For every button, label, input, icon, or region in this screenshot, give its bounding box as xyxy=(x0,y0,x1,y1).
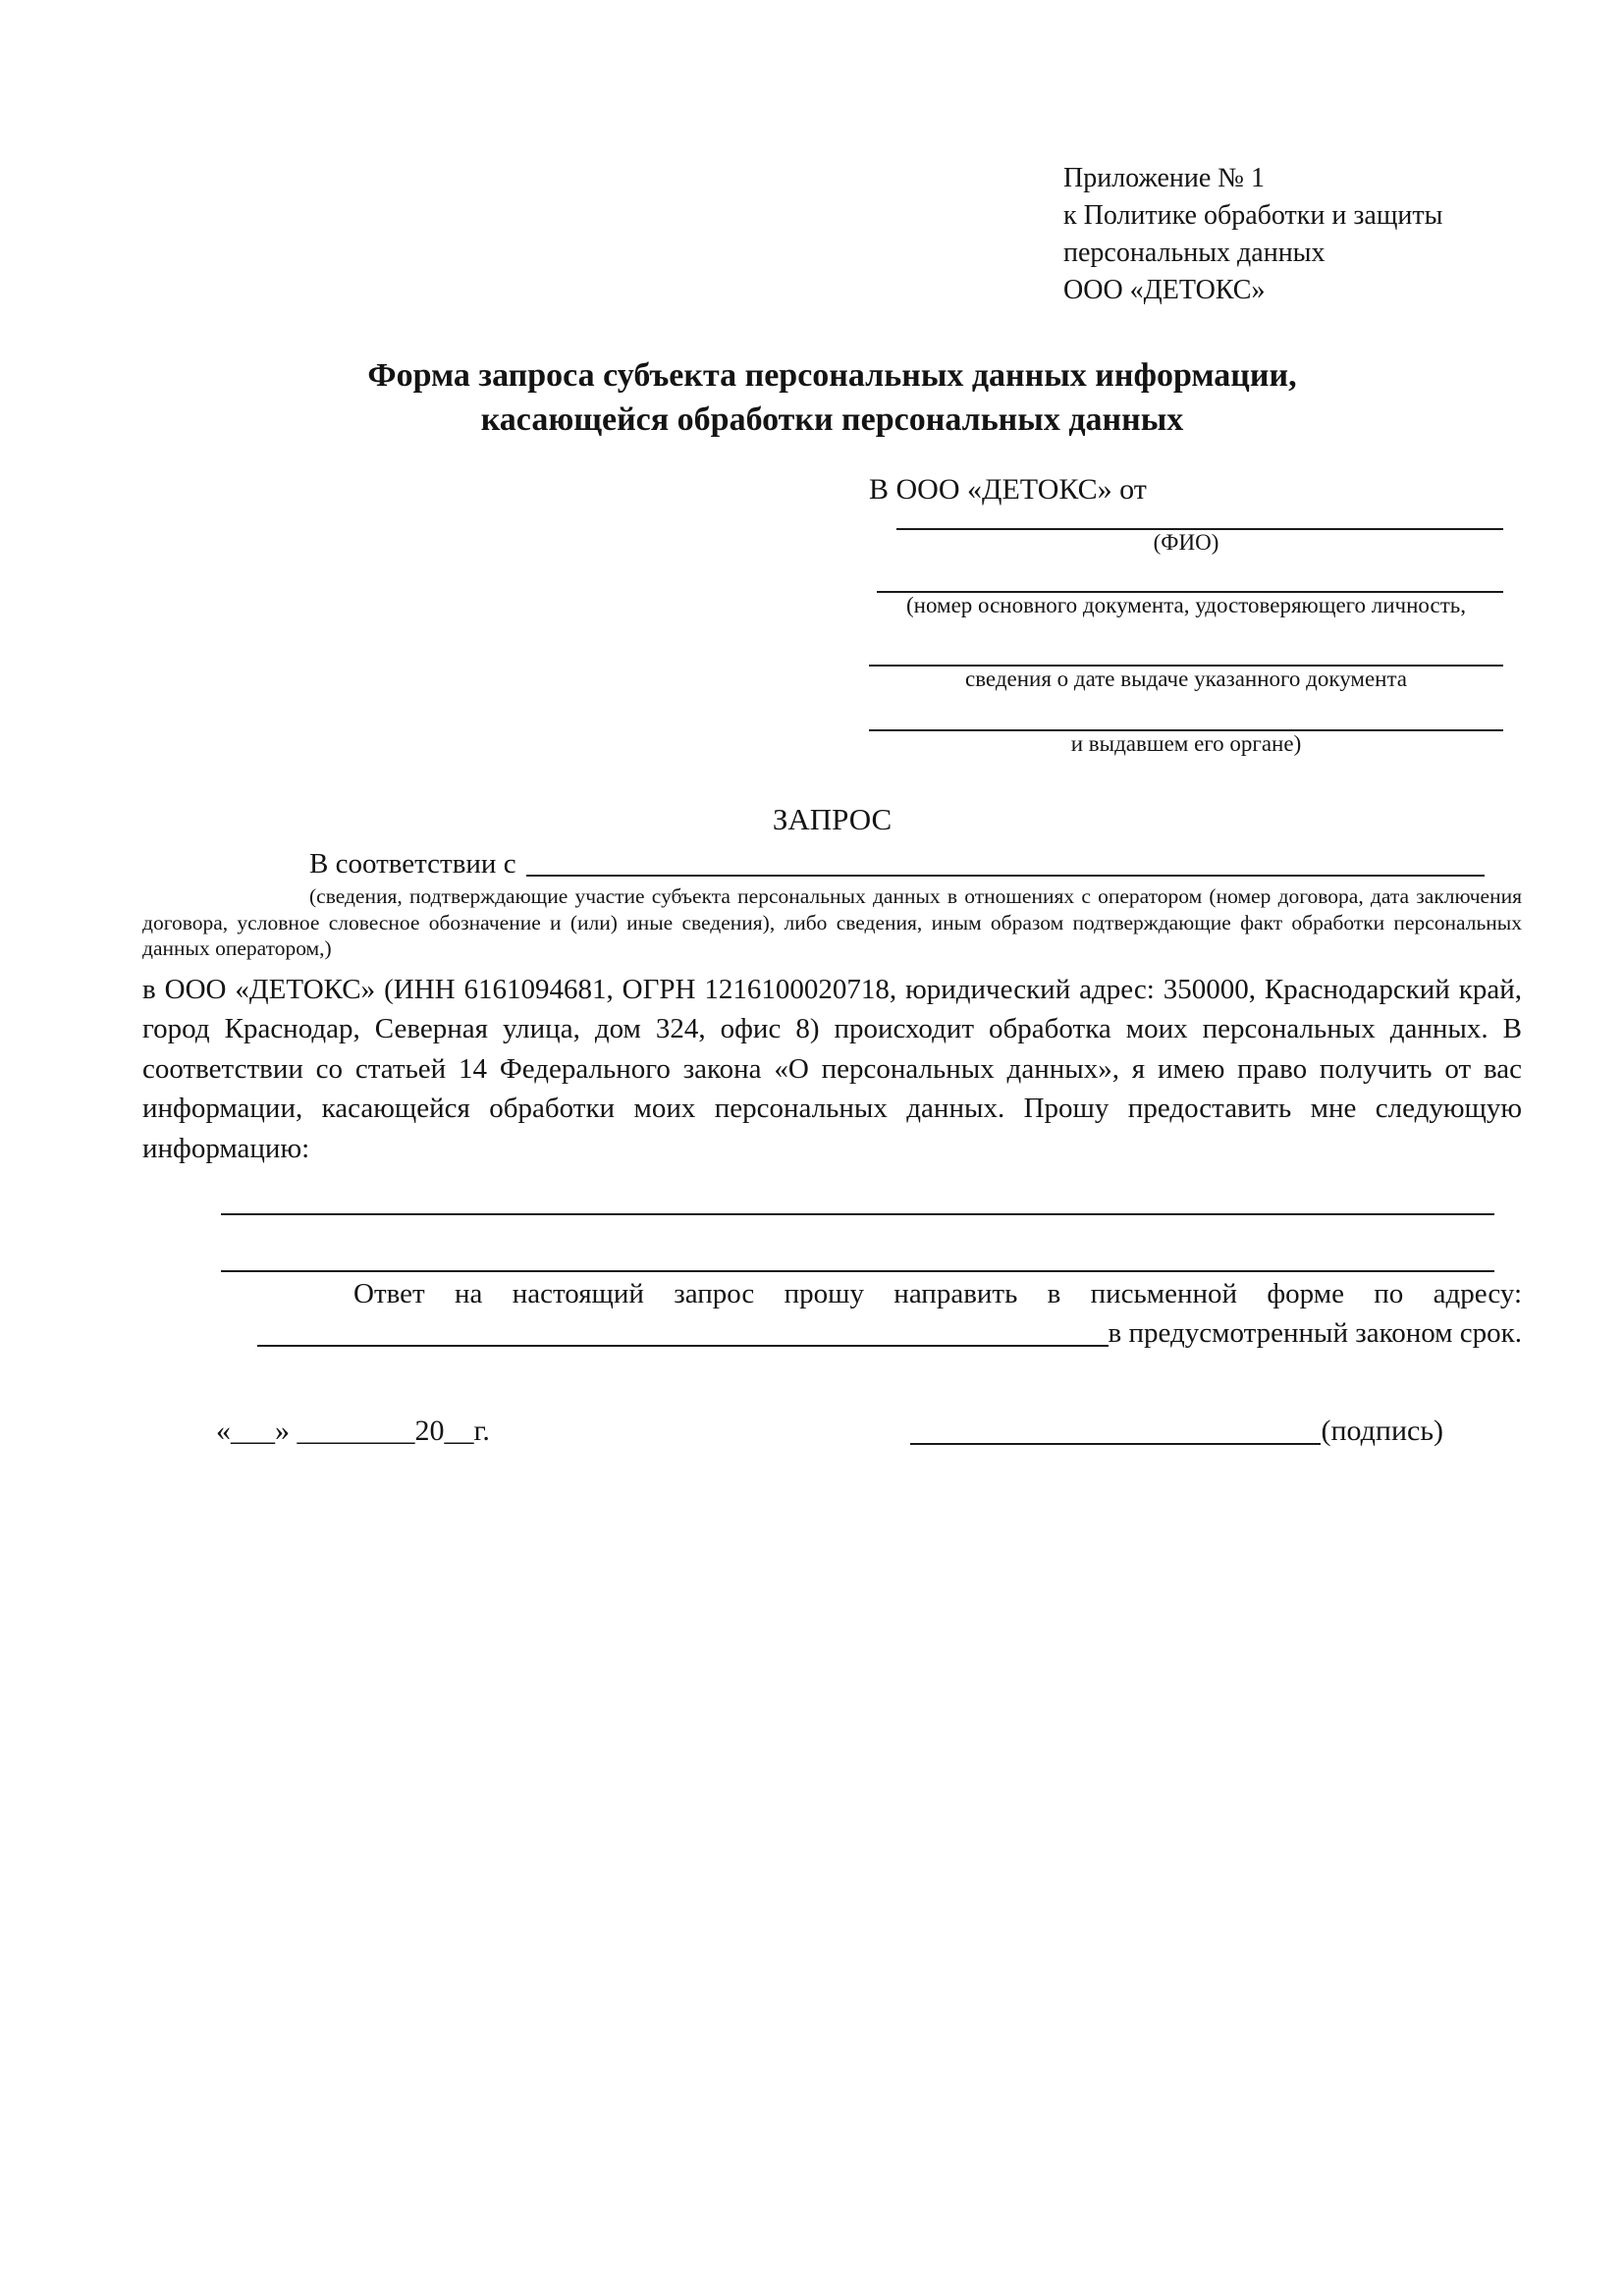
accordance-lead: В соответствии с xyxy=(309,848,516,880)
request-body-paragraph: в ООО «ДЕТОКС» (ИНН 6161094681, ОГРН 1216100020718, юридический адрес: 350000, Краснодарский край, город Краснодар, Северная улица, дом 324, офис 8) происходит обработка моих персональных данных. В соответствии со статьей 14 Федерального закона «О персональных данных», я имею право получить от вас информации, касающейся обработки моих персональных данных. Прошу предоставить мне следующую информацию: xyxy=(142,973,1522,1164)
appendix-header-line-2: к Политике обработки и защиты xyxy=(1063,200,1443,231)
document-title-line-1: Форма запроса субъекта персональных данных информации, xyxy=(367,357,1297,394)
date-blank: «___» ________20__г. xyxy=(216,1415,490,1447)
answer-address-tail: в предусмотренный законом срок. xyxy=(1108,1317,1522,1349)
recipient-to-line: В ООО «ДЕТОКС» от xyxy=(869,473,1147,506)
document-title xyxy=(142,353,1522,442)
issuing-authority-blank-line xyxy=(869,692,1503,731)
issuing-authority-caption: и выдавшем его органе) xyxy=(1070,731,1302,756)
accordance-line xyxy=(142,844,1522,883)
issue-date-field xyxy=(869,618,1503,692)
date-signature-row xyxy=(142,1412,1522,1451)
signature-caption: (подпись) xyxy=(1321,1415,1443,1447)
document-number-blank-line xyxy=(877,556,1503,593)
recipient-block xyxy=(869,469,1503,757)
appendix-header-line-3: персональных данных xyxy=(1063,238,1326,268)
document-title-line-2: касающейся обработки персональных данных xyxy=(480,401,1184,438)
fio-field xyxy=(869,510,1503,556)
issue-date-blank-line xyxy=(869,618,1503,667)
signature-blank-line xyxy=(910,1443,1321,1445)
accordance-blank-line xyxy=(526,844,1485,877)
issue-date-caption: сведения о дате выдаче указанного документа xyxy=(964,667,1408,691)
information-blank-line-2 xyxy=(221,1270,1494,1272)
issuing-authority-field xyxy=(869,692,1503,757)
request-heading: ЗАПРОС xyxy=(772,802,893,836)
fio-caption: (ФИО) xyxy=(1153,530,1219,555)
appendix-header xyxy=(1063,160,1522,309)
accordance-note: (сведения, подтверждающие участие субъекта персональных данных в отношениях с оператором (номер договора, дата заключения договора, условное словесное обозначение и (или) иные сведения), либо сведения, иным образом подтверждающие факт обработки персональных данных оператором,) xyxy=(142,884,1522,960)
appendix-header-line-1: Приложение № 1 xyxy=(1063,163,1265,193)
answer-address-lead: Ответ на настоящий запрос прошу направить в письменной форме по адресу: xyxy=(353,1278,1522,1309)
appendix-header-line-4: ООО «ДЕТОКС» xyxy=(1063,275,1266,305)
address-blank-line xyxy=(257,1313,1109,1347)
document-number-field xyxy=(869,556,1503,618)
information-blank-line-1 xyxy=(221,1213,1494,1215)
signature-group xyxy=(910,1412,1443,1451)
document-number-caption: (номер основного документа, удостоверяющего личность, xyxy=(905,593,1466,617)
answer-address-line xyxy=(142,1313,1522,1353)
fio-blank-line xyxy=(896,510,1503,530)
